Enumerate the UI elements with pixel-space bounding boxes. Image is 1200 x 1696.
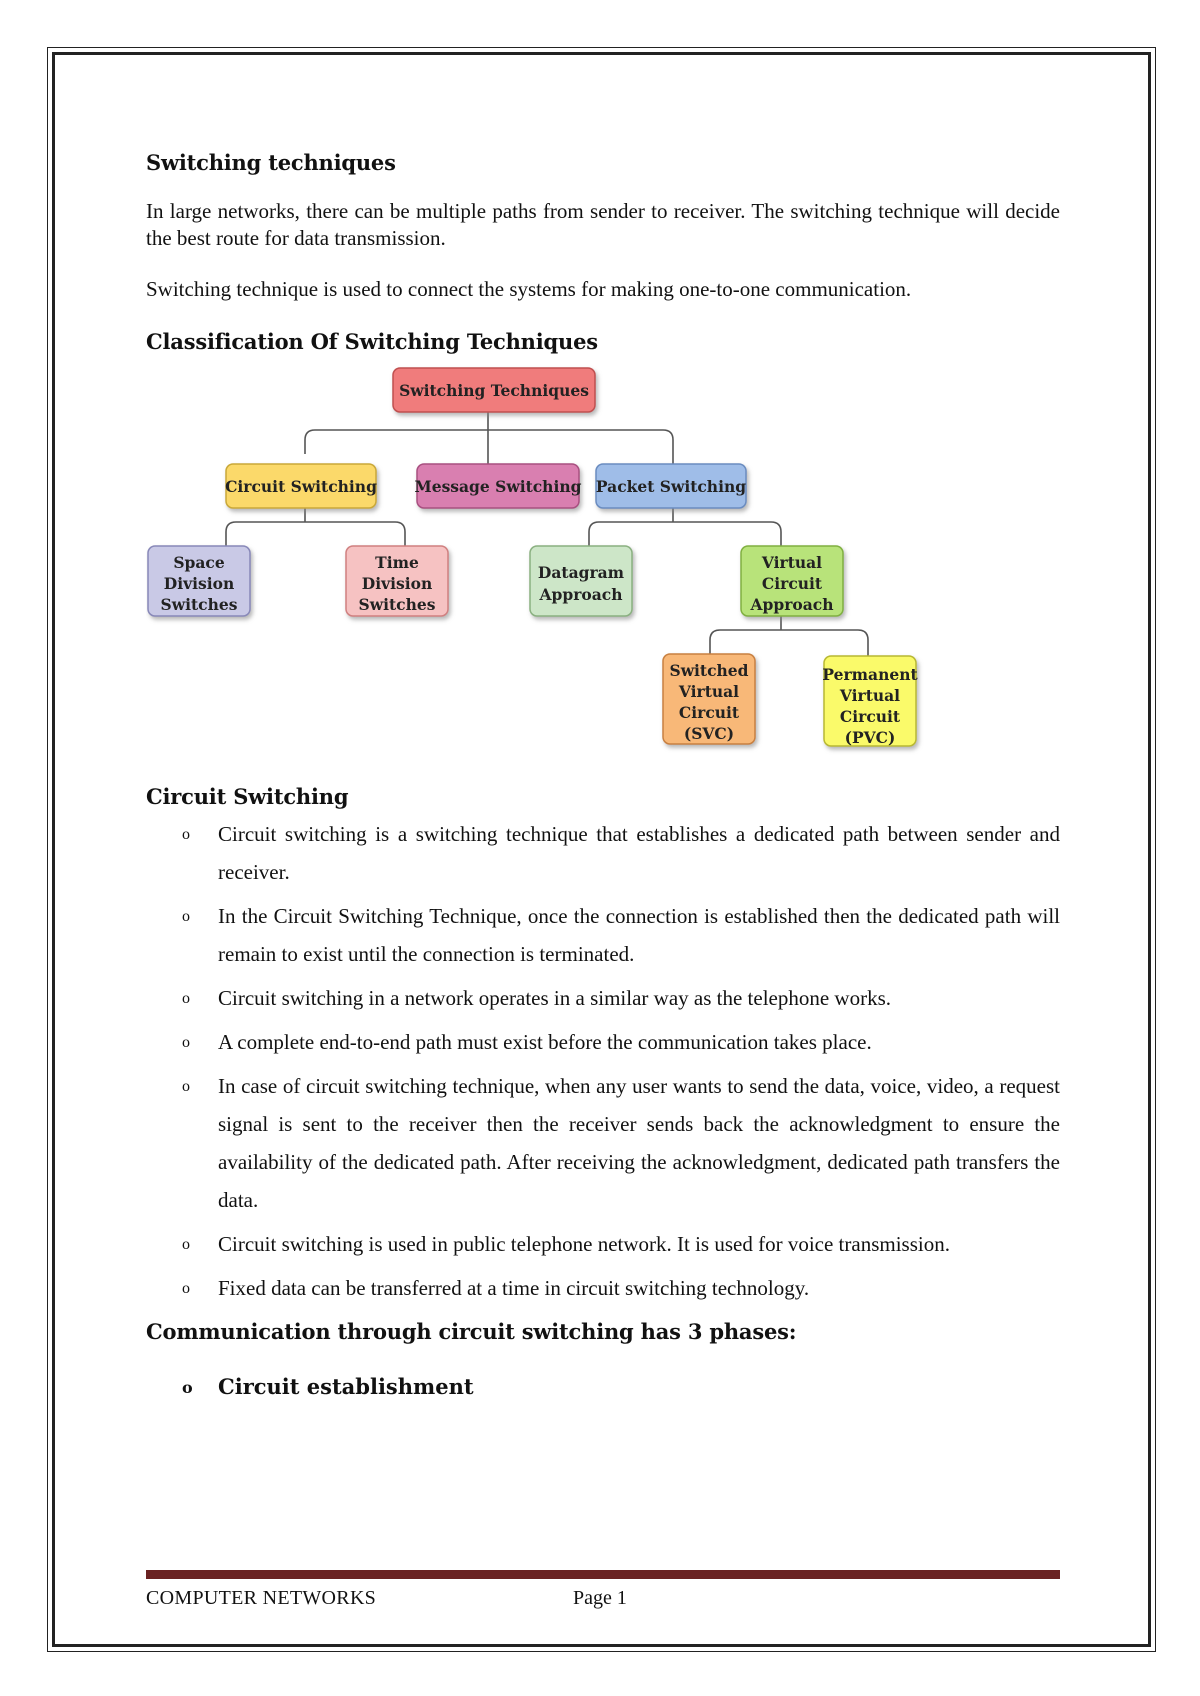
second-paragraph: Switching technique is used to connect the systems for making one-to-one communication. bbox=[146, 277, 912, 301]
bullet-marker: o bbox=[182, 826, 190, 843]
bullet-marker: o bbox=[182, 908, 190, 925]
svc-line-2: Virtual bbox=[678, 682, 740, 701]
pvc-line-2: Virtual bbox=[839, 686, 901, 705]
node-virtual-circuit bbox=[741, 546, 843, 616]
list-item: o Circuit switching is used in public telephone network. It is used for voice transmission. bbox=[146, 1225, 1060, 1263]
footer-title: COMPUTER NETWORKS bbox=[146, 1587, 377, 1609]
pvc-line-3: Circuit bbox=[839, 707, 901, 726]
pvc-line-4: (PVC) bbox=[844, 728, 896, 747]
space-line-3: Switches bbox=[160, 595, 238, 614]
svc-line-1: Switched bbox=[669, 661, 749, 680]
node-packet-switching bbox=[596, 464, 746, 508]
footer-rule bbox=[146, 1570, 1060, 1579]
bullet-marker: o bbox=[182, 1034, 190, 1051]
space-line-1: Space bbox=[173, 553, 225, 572]
node-datagram bbox=[530, 546, 632, 616]
node-circuit-switching bbox=[225, 464, 377, 508]
list-item: o In the Circuit Switching Technique, once the connection is established then the dedicated path will remain to exist until the connection is terminated. bbox=[146, 897, 1060, 973]
node-pvc bbox=[822, 656, 918, 747]
page-number: Page 1 bbox=[573, 1587, 627, 1609]
node-space-division bbox=[148, 546, 250, 616]
node-message-label: Message Switching bbox=[414, 477, 582, 496]
phases-list bbox=[146, 1372, 1060, 1402]
intro-paragraph: In large networks, there can be multiple paths from sender to receiver. The switching technique will decide the best route for data transmission. bbox=[146, 199, 1060, 250]
list-item: o In case of circuit switching technique, when any user wants to send the data, voice, video, a request signal is sent to the receiver then the receiver sends back the acknowledgment to ensure the availability of the dedicated path. After receiving the acknowledgment, dedicated path transfers the data. bbox=[146, 1067, 1060, 1219]
bullet-marker: o bbox=[182, 1280, 190, 1297]
datagram-line-1: Datagram bbox=[537, 563, 625, 582]
virtual-line-1: Virtual bbox=[761, 553, 823, 572]
datagram-line-2: Approach bbox=[539, 585, 623, 604]
node-packet-label: Packet Switching bbox=[595, 477, 747, 496]
page-content bbox=[146, 150, 1060, 1402]
space-line-2: Division bbox=[163, 574, 235, 593]
svc-line-4: (SVC) bbox=[683, 724, 735, 743]
phase-item: o Circuit establishment bbox=[146, 1372, 1060, 1402]
circuit-switching-title: Circuit Switching bbox=[146, 784, 349, 809]
node-time-division bbox=[346, 546, 448, 616]
time-line-3: Switches bbox=[358, 595, 436, 614]
bullet-marker: o bbox=[182, 990, 190, 1007]
bullet-marker: o bbox=[182, 1078, 190, 1095]
list-item: o Circuit switching is a switching technique that establishes a dedicated path between sender and receiver. bbox=[146, 815, 1060, 891]
section-title: Switching techniques bbox=[146, 150, 396, 175]
pvc-line-1: Permanent bbox=[822, 665, 918, 684]
time-line-2: Division bbox=[361, 574, 433, 593]
classification-title: Classification Of Switching Techniques bbox=[146, 329, 598, 354]
list-item: o A complete end-to-end path must exist before the communication takes place. bbox=[146, 1023, 1060, 1061]
svc-line-3: Circuit bbox=[678, 703, 740, 722]
bullet-marker: o bbox=[182, 1378, 193, 1397]
list-item: o Circuit switching in a network operates in a similar way as the telephone works. bbox=[146, 979, 1060, 1017]
diagram-connectors bbox=[226, 410, 868, 656]
virtual-line-3: Approach bbox=[750, 595, 834, 614]
node-message-switching bbox=[415, 464, 582, 508]
node-root-label: Switching Techniques bbox=[399, 381, 589, 400]
list-item: o Fixed data can be transferred at a time in circuit switching technology. bbox=[146, 1269, 1060, 1307]
bullet-marker: o bbox=[182, 1236, 190, 1253]
time-line-1: Time bbox=[375, 553, 419, 572]
circuit-switching-bullets bbox=[146, 815, 1060, 1307]
switching-techniques-diagram bbox=[146, 364, 1060, 784]
node-svc bbox=[663, 654, 755, 744]
node-root bbox=[393, 368, 595, 412]
node-circuit-label: Circuit Switching bbox=[225, 477, 377, 496]
virtual-line-2: Circuit bbox=[761, 574, 823, 593]
phases-title: Communication through circuit switching has 3 phases: bbox=[146, 1319, 797, 1344]
